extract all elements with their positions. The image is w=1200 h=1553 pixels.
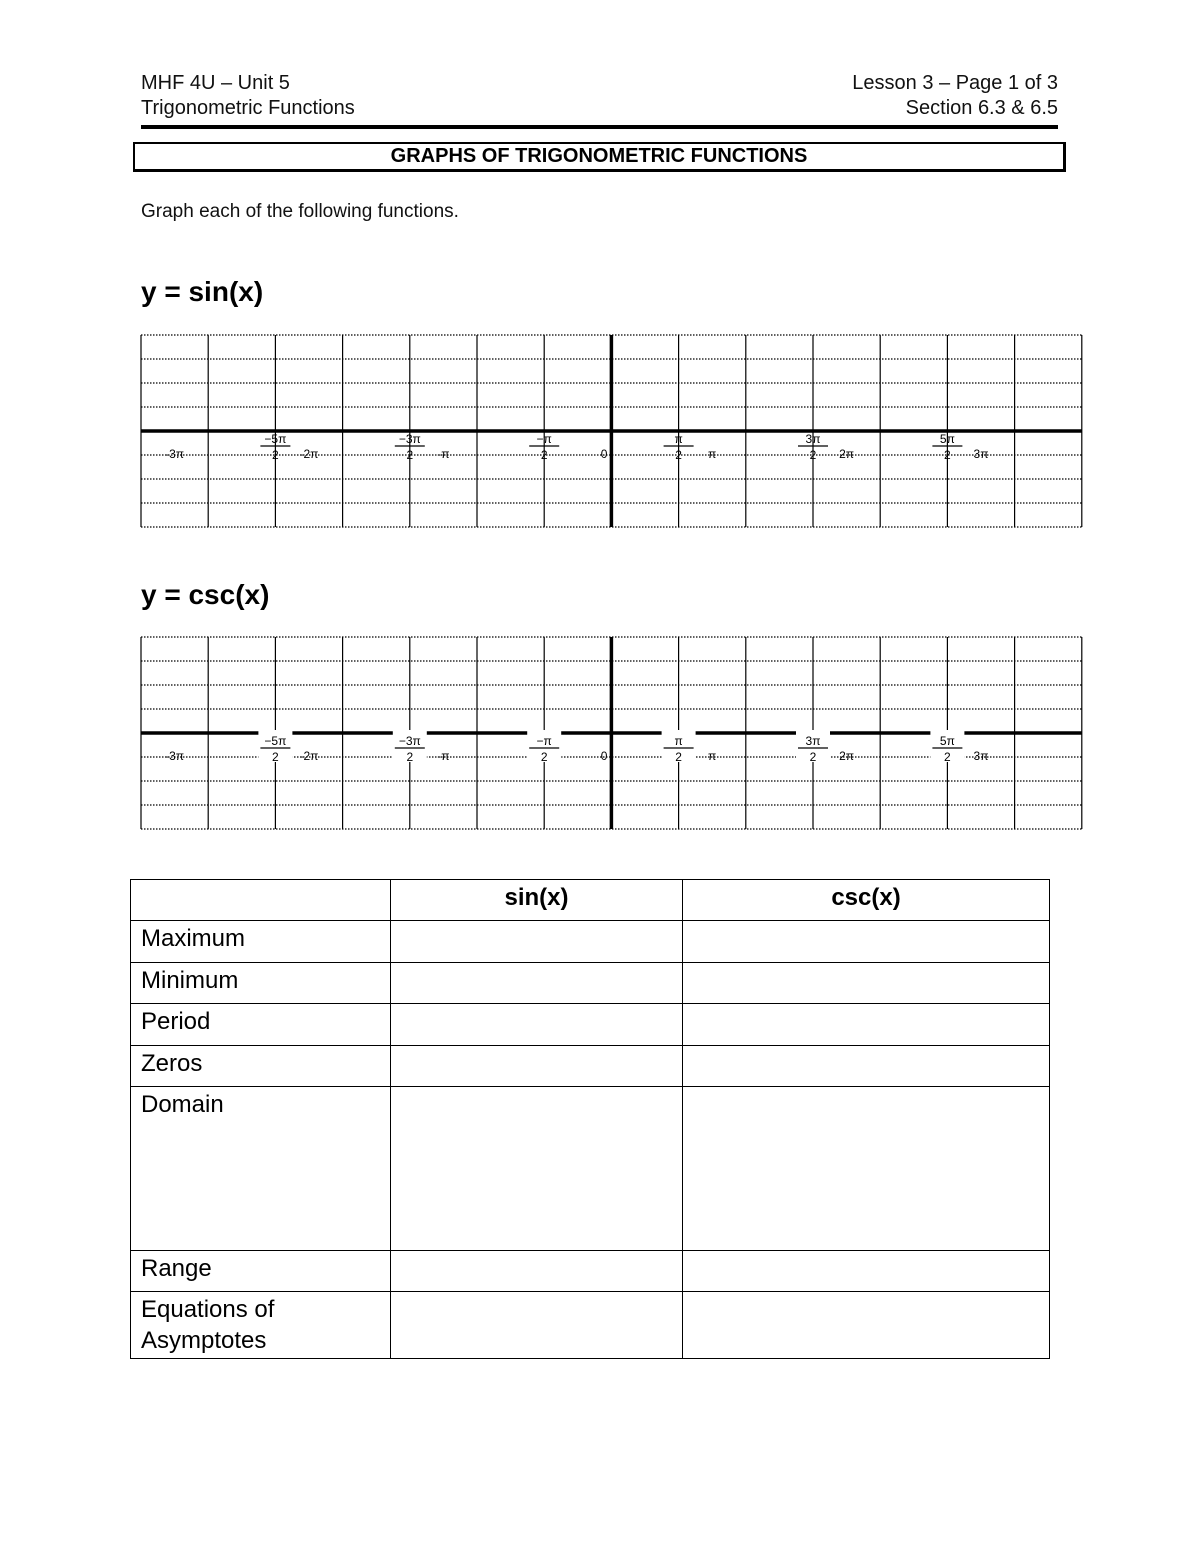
- sin-function-label: y = sin(x): [141, 276, 264, 307]
- tick-label-integer: 2π: [839, 749, 855, 763]
- tick-label-numerator: π: [674, 734, 683, 748]
- tick-label-integer: -3π: [165, 749, 185, 763]
- table-row: [131, 1046, 1050, 1087]
- tick-label-integer: -3π: [165, 447, 185, 461]
- tick-label-numerator: −3π: [398, 734, 421, 748]
- answer-cell-csc-asymptotes[interactable]: [683, 1292, 1050, 1359]
- tick-label-denominator: 2: [272, 448, 279, 462]
- function-summary-table: [130, 879, 1050, 1359]
- tick-label-denominator: 2: [675, 448, 682, 462]
- course-code: MHF 4U – Unit 5: [141, 72, 290, 94]
- answer-cell-csc-domain[interactable]: [683, 1087, 1050, 1251]
- table-row: [131, 1087, 1050, 1251]
- tick-label-numerator: −3π: [398, 432, 421, 446]
- tick-label-numerator: π: [674, 432, 683, 446]
- table-corner-cell: [131, 880, 391, 921]
- tick-label-numerator: 5π: [939, 432, 955, 446]
- tick-label-integer: 3π: [973, 447, 989, 461]
- answer-cell-csc-range[interactable]: [683, 1251, 1050, 1292]
- tick-label-numerator: 3π: [805, 734, 821, 748]
- tick-label-denominator: 2: [944, 750, 951, 764]
- tick-label-denominator: 2: [809, 750, 817, 764]
- tick-label-integer: π: [708, 749, 717, 763]
- answer-cell-sin-domain[interactable]: [391, 1087, 683, 1251]
- tick-label-integer: 2π: [839, 447, 855, 461]
- instructions-text: Graph each of the following functions.: [141, 201, 459, 222]
- tick-label-integer: -2π: [299, 447, 319, 461]
- tick-label-integer: -2π: [299, 749, 319, 763]
- answer-cell-csc-maximum[interactable]: [683, 921, 1050, 963]
- tick-label-denominator: 2: [540, 750, 548, 764]
- header-right: [852, 71, 1058, 121]
- tick-label-numerator: −π: [536, 734, 552, 748]
- tick-label-integer: -π: [437, 447, 450, 461]
- row-label-domain: Domain: [131, 1087, 391, 1251]
- tick-label-denominator: 2: [406, 750, 414, 764]
- tick-label-numerator: −5π: [264, 734, 287, 748]
- row-label-asymptotes: Equations of Asymptotes: [131, 1292, 391, 1359]
- csc-function-label: y = csc(x): [141, 579, 270, 610]
- row-label-period: Period: [131, 1004, 391, 1046]
- row-label-minimum: Minimum: [131, 963, 391, 1004]
- header-left: [141, 71, 355, 121]
- tick-label-denominator: 2: [944, 448, 951, 462]
- section-ref: Section 6.3 & 6.5: [905, 97, 1058, 119]
- page-title: GRAPHS OF TRIGONOMETRIC FUNCTIONS: [133, 142, 1066, 172]
- tick-label-denominator: 2: [406, 448, 414, 462]
- row-label-zeros: Zeros: [131, 1046, 391, 1087]
- answer-cell-csc-period[interactable]: [683, 1004, 1050, 1046]
- tick-label-denominator: 2: [675, 750, 682, 764]
- answer-cell-csc-minimum[interactable]: [683, 963, 1050, 1004]
- sin-graph-grid[interactable]: [139, 333, 1083, 528]
- answer-cell-sin-period[interactable]: [391, 1004, 683, 1046]
- unit-title: Trigonometric Functions: [141, 97, 355, 119]
- tick-label-integer: 0: [600, 749, 608, 763]
- sin-grid-svg: [139, 333, 1083, 528]
- tick-label-integer: -π: [437, 749, 450, 763]
- lesson-page: Lesson 3 – Page 1 of 3: [852, 72, 1058, 94]
- tick-label-denominator: 2: [272, 750, 279, 764]
- column-header-csc: csc(x): [683, 880, 1050, 921]
- tick-label-denominator: 2: [809, 448, 817, 462]
- row-label-range: Range: [131, 1251, 391, 1292]
- csc-grid-svg: [139, 635, 1083, 830]
- table-header-row: [131, 880, 1050, 921]
- tick-label-integer: 0: [600, 447, 608, 461]
- tick-label-denominator: 2: [540, 448, 548, 462]
- answer-cell-sin-maximum[interactable]: [391, 921, 683, 963]
- header-divider: [141, 125, 1058, 129]
- tick-label-integer: π: [708, 447, 717, 461]
- tick-label-numerator: 3π: [805, 432, 821, 446]
- table-row: [131, 921, 1050, 963]
- answer-cell-sin-zeros[interactable]: [391, 1046, 683, 1087]
- column-header-sin: sin(x): [391, 880, 683, 921]
- table-row: [131, 963, 1050, 1004]
- table-row: [131, 1292, 1050, 1359]
- row-label-maximum: Maximum: [131, 921, 391, 963]
- answer-cell-sin-asymptotes[interactable]: [391, 1292, 683, 1359]
- answer-cell-sin-minimum[interactable]: [391, 963, 683, 1004]
- tick-label-numerator: −5π: [264, 432, 287, 446]
- answer-cell-csc-zeros[interactable]: [683, 1046, 1050, 1087]
- tick-label-integer: 3π: [973, 749, 989, 763]
- answer-cell-sin-range[interactable]: [391, 1251, 683, 1292]
- table-row: [131, 1251, 1050, 1292]
- csc-graph-grid[interactable]: [139, 635, 1083, 830]
- tick-label-numerator: 5π: [939, 734, 955, 748]
- tick-label-numerator: −π: [536, 432, 552, 446]
- table-row: [131, 1004, 1050, 1046]
